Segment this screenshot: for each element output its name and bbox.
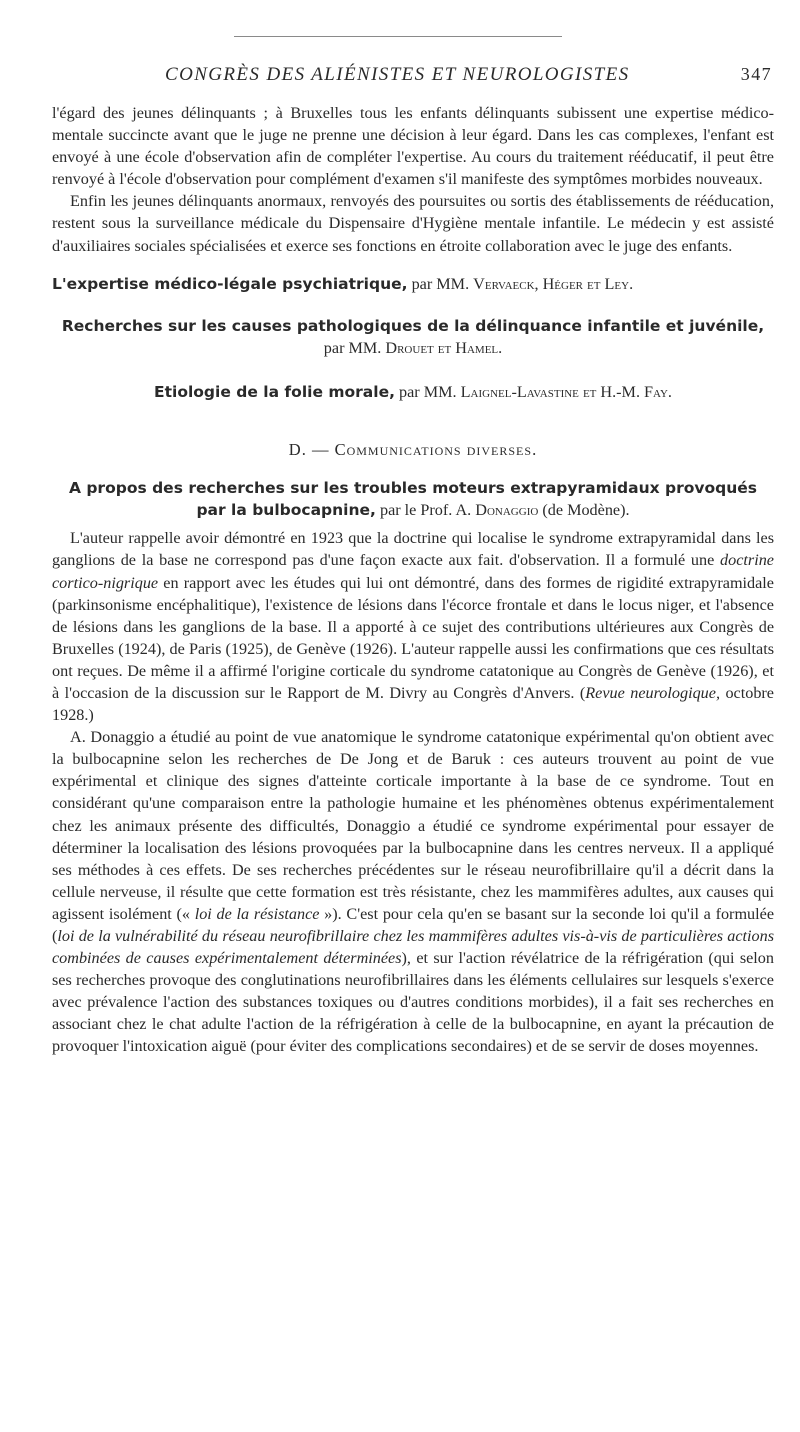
intro-paragraph-1: l'égard des jeunes délinquants ; à Bruxelles tous les enfants délinquants subissent une expertise médico-mentale succincte avant que le juge ne prenne une décision à leur égard. Dans les cas complexes, l'enfant est envoyé à une école d'observation afin de compléter l'expertise. Au cours du traitement rééducatif, il peut être renvoyé à l'école d'observation pour complément d'examen s'il manifeste des symptômes morbides nouveaux.	[52, 104, 774, 189]
entry-authors: Vervaeck, Héger et Ley.	[473, 274, 634, 293]
text-run: L'auteur rappelle avoir démontré en 1923 que la doctrine qui localise le syndrome extrapyramidal dans les ganglions de la base ne correspond pas d'une façon exacte aux fait. d'observation. Il a formulé une	[52, 529, 774, 570]
entry-by: par MM.	[399, 382, 457, 401]
section-heading: D. — Communications diverses.	[288, 440, 538, 460]
text-run: octobre 1928.)	[52, 683, 774, 725]
text-run: »). C'est pour cela qu'en se basant sur la seconde loi qu'il a formulée (	[52, 904, 774, 945]
top-rule	[234, 36, 562, 37]
entry-expertise	[52, 273, 774, 295]
article-affiliation: (de Modène).	[542, 501, 630, 520]
article-heading	[52, 477, 774, 521]
running-title: CONGRÈS DES ALIÉNISTES ET NEUROLOGISTES	[165, 64, 630, 85]
intro-paragraph-2: Enfin les jeunes délinquants anormaux, renvoyés des poursuites ou sortis des établissements de rééducation, restent sous la surveillance médicale du Dispensaire d'Hygiène mentale infantile. Le médecin y est assisté d'auxiliaires sociales spécialisées et exerce ses fonctions en étroite collaboration avec le juge des enfants.	[52, 192, 774, 255]
entry-title: Recherches sur les causes pathologiques de la délinquance infantile et juvénile,	[61, 316, 765, 335]
article-by: par le Prof. A.	[379, 501, 472, 520]
entry-title: L'expertise médico-légale psychiatrique,	[52, 274, 408, 293]
article-author: Donaggio	[475, 501, 539, 520]
text-run: A. Donaggio a étudié au point de vue anatomique le syndrome catatonique expérimental qu'on obtient avec la bulbocapnine selon les recherches de De Jong et de Baruk : ces auteurs trouvent au point de vue expérimental et clinique des signes d'atteinte corticale importante à la base de ce syndrome. Tout en considérant qu'une comparaison entre la pathologie humaine et les phénomènes obtenus expérimentalement chez les animaux présente des difficultés, Donaggio a étudié ce syndrome expérimental pour essayer de déterminer la localisation des lésions provoquées par la bulbocapnine dans les centres nerveux. Il a appliqué ses méthodes à ces effets. De ses recherches précédentes sur le réseau neurofibrillaire qu'il a décrit dans la cellule nerveuse, il résulte que cette formation est très résistante, chez les mammifères adultes, aux causes qui agissent isolément («	[52, 728, 774, 923]
entry-authors: Drouet et Hamel.	[385, 338, 503, 357]
entry-authors: Laignel-Lavastine et H.-M. Fay.	[460, 382, 672, 401]
running-header	[50, 64, 772, 88]
term-italic: doctrine cortico-nigrique	[52, 551, 774, 592]
journal-italic: Revue neurologique,	[585, 683, 721, 702]
page-number: 347	[740, 64, 772, 84]
entry-title: Etiologie de la folie morale,	[154, 382, 395, 401]
entry-recherches	[52, 315, 774, 359]
text-run: en rapport avec les études qui lui ont démontré, dans des formes de rigidité extrapyramidale (parkinsonisme encéphalitique), l'existence de lésions dans l'écorce frontale et dans le locus niger, et l'absence de lésions dans les ganglions de la base. Il a apporté à ce sujet des contributions ultérieures aux Congrès de Bruxelles (1924), de Paris (1925), de Genève (1926). L'auteur rappelle aussi les confirmations que ces résultats ont reçues. De même il a affirmé l'origine corticale du syndrome catatonique au Congrès de Genève (1926), et à l'occasion de la discussion sur le Rapport de M. Divry au Congrès d'Anvers. (	[52, 573, 774, 702]
term-italic: loi de la vulnérabilité du réseau neurofibrillaire chez les mammifères adultes vis-à-vis de particulières actions combinées de causes expérimentalement déterminées	[52, 927, 774, 968]
entry-by: par MM.	[323, 338, 382, 357]
article-paragraph-1	[52, 527, 774, 726]
entry-etiologie	[52, 381, 774, 403]
text-run: ), et sur l'action révélatrice de la réfrigération (qui selon ses recherches provoque des conglutinations neurofibrillaires dans les éléments cellulaires sur lesquels s'exerce avec prévalence l'action des substances toxiques ou d'autres conditions morbides), il a fait ses recherches en associant chez le chat adulte l'action de la réfrigération à celle de la bulbocapnine, en ayant la précaution de provoquer l'intoxication aiguë (pour éviter des complications secondaires) et de se servir de doses moyennes.	[52, 949, 774, 1056]
article-title: A propos des recherches sur les troubles moteurs extrapyramidaux provoqués par la bulbocapnine,	[68, 479, 758, 520]
entry-by: par MM.	[411, 274, 470, 293]
article-paragraph-2	[52, 726, 774, 1057]
term-italic: loi de la résistance	[194, 904, 320, 923]
page-body	[52, 102, 774, 1058]
